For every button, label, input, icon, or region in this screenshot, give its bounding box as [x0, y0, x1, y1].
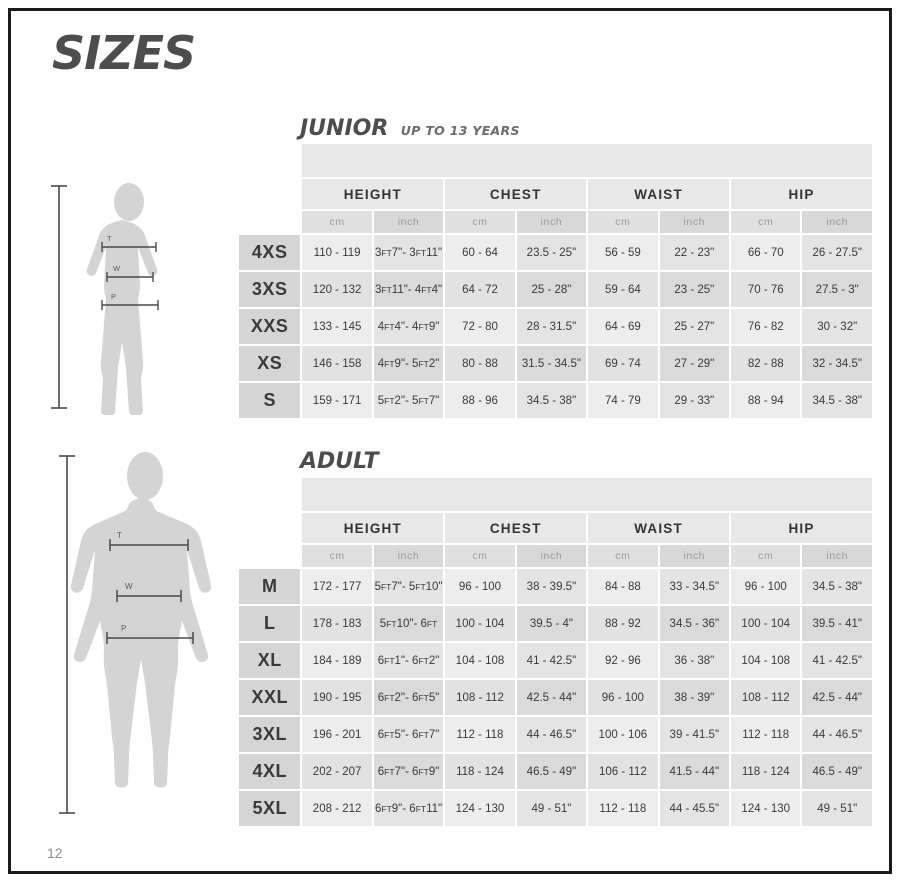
size-label: 4XL [238, 753, 301, 790]
corner-cell [238, 178, 301, 210]
chest-inch: 28 - 31.5" [516, 308, 587, 345]
height-cm: 133 - 145 [301, 308, 372, 345]
measure-label-w: W [125, 582, 133, 591]
child-silhouette [87, 183, 158, 415]
hip-cm: 70 - 76 [730, 271, 801, 308]
measure-label-t: T [107, 234, 112, 243]
group-header-height: HEIGHT [301, 178, 444, 210]
waist-cm: 92 - 96 [587, 642, 658, 679]
hip-inch: 49 - 51" [801, 790, 873, 827]
group-header-waist: WAIST [587, 512, 730, 544]
top-band [301, 477, 873, 512]
waist-inch: 41.5 - 44" [659, 753, 730, 790]
hip-inch: 30 - 32" [801, 308, 873, 345]
waist-cm: 56 - 59 [587, 234, 658, 271]
unit-header-hip-inch: inch [801, 544, 873, 568]
unit-header-height-cm: cm [301, 210, 372, 234]
hip-inch: 42.5 - 44" [801, 679, 873, 716]
hip-inch: 32 - 34.5" [801, 345, 873, 382]
corner-cell [238, 512, 301, 544]
table-row [238, 308, 873, 345]
chest-inch: 38 - 39.5" [516, 568, 587, 605]
height-inch: 3FT7"- 3FT11" [373, 234, 444, 271]
waist-cm: 84 - 88 [587, 568, 658, 605]
corner-cell [238, 143, 301, 178]
group-header-chest: CHEST [444, 178, 587, 210]
chest-cm: 96 - 100 [444, 568, 515, 605]
size-label: XS [238, 345, 301, 382]
unit-header-hip-inch: inch [801, 210, 873, 234]
size-label: S [238, 382, 301, 419]
table-row [238, 271, 873, 308]
size-label: 5XL [238, 790, 301, 827]
height-inch: 3FT11"- 4FT4" [373, 271, 444, 308]
waist-cm: 59 - 64 [587, 271, 658, 308]
group-header-waist: WAIST [587, 178, 730, 210]
adult-section-heading [300, 449, 387, 474]
table-row [238, 753, 873, 790]
height-bracket-adult [59, 456, 75, 813]
table-row-topband [238, 143, 873, 178]
waist-cm: 106 - 112 [587, 753, 658, 790]
chest-cm: 88 - 96 [444, 382, 515, 419]
waist-inch: 22 - 23" [659, 234, 730, 271]
height-inch: 5FT7"- 5FT10" [373, 568, 444, 605]
waist-cm: 69 - 74 [587, 345, 658, 382]
junior-section-heading [300, 116, 520, 141]
hip-inch: 26 - 27.5" [801, 234, 873, 271]
chest-inch: 23.5 - 25" [516, 234, 587, 271]
unit-header-chest-inch: inch [516, 544, 587, 568]
chest-inch: 41 - 42.5" [516, 642, 587, 679]
adult-title: ADULT [300, 449, 379, 474]
chest-cm: 72 - 80 [444, 308, 515, 345]
group-header-chest: CHEST [444, 512, 587, 544]
height-cm: 202 - 207 [301, 753, 372, 790]
table-row [238, 568, 873, 605]
hip-cm: 118 - 124 [730, 753, 801, 790]
hip-cm: 108 - 112 [730, 679, 801, 716]
hip-inch: 27.5 - 3" [801, 271, 873, 308]
chest-cm: 64 - 72 [444, 271, 515, 308]
adult-figure [45, 448, 245, 828]
hip-cm: 100 - 104 [730, 605, 801, 642]
height-inch: 4FT9"- 5FT2" [373, 345, 444, 382]
corner-cell [238, 544, 301, 568]
unit-header-waist-inch: inch [659, 210, 730, 234]
chest-cm: 118 - 124 [444, 753, 515, 790]
height-bracket-junior [51, 186, 67, 408]
size-label: 3XS [238, 271, 301, 308]
table-row-units [238, 210, 873, 234]
adult-size-table [237, 476, 874, 828]
waist-cm: 112 - 118 [587, 790, 658, 827]
table-row [238, 605, 873, 642]
size-label: L [238, 605, 301, 642]
height-cm: 146 - 158 [301, 345, 372, 382]
height-inch: 6FT5"- 6FT7" [373, 716, 444, 753]
height-inch: 5FT10"- 6FT [373, 605, 444, 642]
unit-header-height-inch: inch [373, 544, 444, 568]
top-band [301, 143, 873, 178]
table-row [238, 790, 873, 827]
chest-inch: 46.5 - 49" [516, 753, 587, 790]
junior-subtitle: UP TO 13 YEARS [400, 123, 520, 138]
junior-title: JUNIOR [300, 116, 389, 141]
chest-inch: 42.5 - 44" [516, 679, 587, 716]
junior-size-table [237, 142, 874, 420]
hip-inch: 39.5 - 41" [801, 605, 873, 642]
hip-inch: 46.5 - 49" [801, 753, 873, 790]
height-cm: 178 - 183 [301, 605, 372, 642]
height-cm: 208 - 212 [301, 790, 372, 827]
height-cm: 172 - 177 [301, 568, 372, 605]
waist-cm: 88 - 92 [587, 605, 658, 642]
waist-inch: 34.5 - 36" [659, 605, 730, 642]
page-title: SIZES [52, 26, 196, 80]
measure-label-w: W [113, 264, 121, 273]
table-row [238, 716, 873, 753]
group-header-hip: HIP [730, 512, 873, 544]
unit-header-waist-inch: inch [659, 544, 730, 568]
chest-cm: 100 - 104 [444, 605, 515, 642]
table-row-groups [238, 178, 873, 210]
chest-inch: 49 - 51" [516, 790, 587, 827]
unit-header-chest-cm: cm [444, 210, 515, 234]
chest-inch: 44 - 46.5" [516, 716, 587, 753]
waist-inch: 29 - 33" [659, 382, 730, 419]
hip-inch: 34.5 - 38" [801, 382, 873, 419]
chest-inch: 31.5 - 34.5" [516, 345, 587, 382]
chest-cm: 112 - 118 [444, 716, 515, 753]
corner-cell [238, 477, 301, 512]
adult-body-diagram [45, 448, 245, 823]
unit-header-hip-cm: cm [730, 210, 801, 234]
waist-inch: 38 - 39" [659, 679, 730, 716]
junior-body-diagram [45, 180, 235, 415]
hip-inch: 44 - 46.5" [801, 716, 873, 753]
table-row [238, 382, 873, 419]
height-inch: 6FT7"- 6FT9" [373, 753, 444, 790]
waist-inch: 36 - 38" [659, 642, 730, 679]
hip-cm: 76 - 82 [730, 308, 801, 345]
waist-cm: 64 - 69 [587, 308, 658, 345]
height-inch: 6FT9"- 6FT11" [373, 790, 444, 827]
unit-header-chest-cm: cm [444, 544, 515, 568]
table-row-units [238, 544, 873, 568]
hip-inch: 41 - 42.5" [801, 642, 873, 679]
waist-cm: 100 - 106 [587, 716, 658, 753]
hip-cm: 66 - 70 [730, 234, 801, 271]
size-label: 4XS [238, 234, 301, 271]
chest-cm: 124 - 130 [444, 790, 515, 827]
table-row [238, 345, 873, 382]
chest-cm: 108 - 112 [444, 679, 515, 716]
unit-header-height-inch: inch [373, 210, 444, 234]
measure-label-p: P [111, 292, 117, 301]
waist-inch: 33 - 34.5" [659, 568, 730, 605]
waist-inch: 25 - 27" [659, 308, 730, 345]
size-label: M [238, 568, 301, 605]
unit-header-waist-cm: cm [587, 544, 658, 568]
height-cm: 190 - 195 [301, 679, 372, 716]
hip-cm: 96 - 100 [730, 568, 801, 605]
hip-cm: 82 - 88 [730, 345, 801, 382]
waist-cm: 96 - 100 [587, 679, 658, 716]
height-inch: 4FT4"- 4FT9" [373, 308, 444, 345]
height-cm: 110 - 119 [301, 234, 372, 271]
unit-header-hip-cm: cm [730, 544, 801, 568]
junior-figure [45, 180, 235, 420]
height-cm: 196 - 201 [301, 716, 372, 753]
hip-inch: 34.5 - 38" [801, 568, 873, 605]
page-number: 12 [47, 845, 63, 861]
adult-silhouette [71, 452, 211, 788]
height-cm: 120 - 132 [301, 271, 372, 308]
waist-inch: 44 - 45.5" [659, 790, 730, 827]
height-cm: 159 - 171 [301, 382, 372, 419]
size-label: 3XL [238, 716, 301, 753]
unit-header-height-cm: cm [301, 544, 372, 568]
chest-cm: 104 - 108 [444, 642, 515, 679]
chest-cm: 60 - 64 [444, 234, 515, 271]
chest-inch: 39.5 - 4" [516, 605, 587, 642]
unit-header-chest-inch: inch [516, 210, 587, 234]
size-label: XL [238, 642, 301, 679]
corner-cell [238, 210, 301, 234]
waist-cm: 74 - 79 [587, 382, 658, 419]
hip-cm: 112 - 118 [730, 716, 801, 753]
waist-inch: 23 - 25" [659, 271, 730, 308]
unit-header-waist-cm: cm [587, 210, 658, 234]
hip-cm: 104 - 108 [730, 642, 801, 679]
waist-inch: 39 - 41.5" [659, 716, 730, 753]
chest-cm: 80 - 88 [444, 345, 515, 382]
hip-cm: 88 - 94 [730, 382, 801, 419]
height-inch: 5FT2"- 5FT7" [373, 382, 444, 419]
table-row-topband [238, 477, 873, 512]
group-header-height: HEIGHT [301, 512, 444, 544]
table-row [238, 234, 873, 271]
measure-label-t: T [117, 531, 122, 540]
group-header-hip: HIP [730, 178, 873, 210]
size-label: XXL [238, 679, 301, 716]
hip-cm: 124 - 130 [730, 790, 801, 827]
table-row [238, 679, 873, 716]
height-inch: 6FT2"- 6FT5" [373, 679, 444, 716]
height-inch: 6FT1"- 6FT2" [373, 642, 444, 679]
size-label: XXS [238, 308, 301, 345]
table-row-groups [238, 512, 873, 544]
chest-inch: 25 - 28" [516, 271, 587, 308]
measure-label-p: P [121, 624, 127, 633]
height-cm: 184 - 189 [301, 642, 372, 679]
chest-inch: 34.5 - 38" [516, 382, 587, 419]
waist-inch: 27 - 29" [659, 345, 730, 382]
table-row [238, 642, 873, 679]
